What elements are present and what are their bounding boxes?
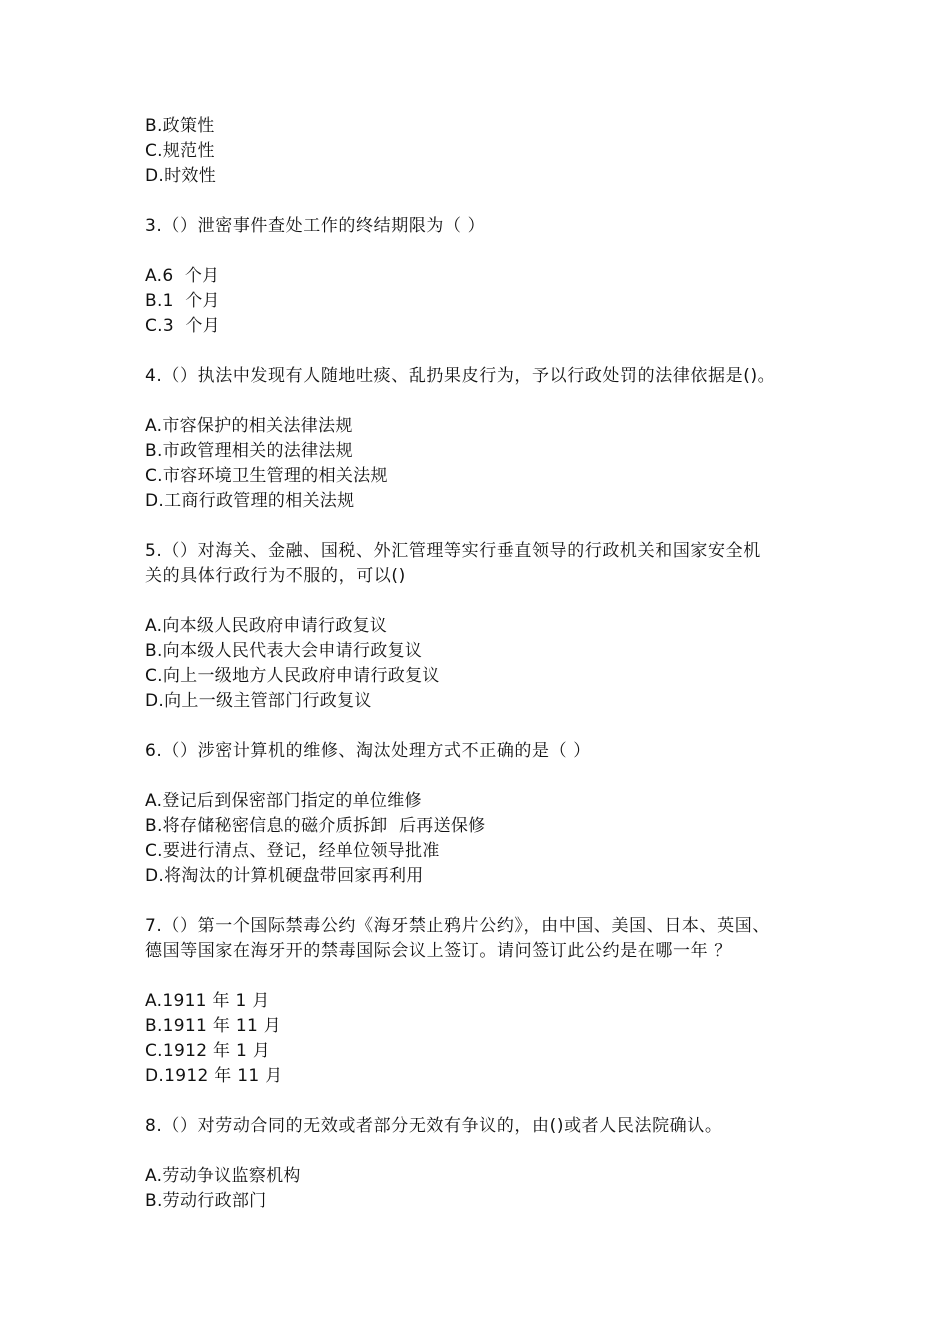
option-c: C.3 个月 — [145, 316, 220, 336]
question-stem: 8.（）对劳动合同的无效或者部分无效有争议的，由()或者人民法院确认。 — [145, 1116, 723, 1136]
question-4 — [145, 364, 825, 514]
option-c: C.1912 年 1 月 — [145, 1041, 271, 1061]
option-d: D.工商行政管理的相关法规 — [145, 491, 355, 511]
exam-page — [145, 114, 825, 1214]
question-6 — [145, 739, 825, 889]
option-b: B.将存储秘密信息的磁介质拆卸 后再送保修 — [145, 816, 486, 836]
question-7 — [145, 914, 825, 1089]
question-stem: 6.（）涉密计算机的维修、淘汰处理方式不正确的是（ ） — [145, 741, 591, 761]
option-b: B.市政管理相关的法律法规 — [145, 441, 353, 461]
option-d: D.向上一级主管部门行政复议 — [145, 691, 372, 711]
question-5 — [145, 539, 825, 714]
option-b: B.向本级人民代表大会申请行政复议 — [145, 641, 423, 661]
option-b: B.1 个月 — [145, 291, 220, 311]
option-d: D.1912 年 11 月 — [145, 1066, 283, 1086]
option-a: A.市容保护的相关法律法规 — [145, 416, 353, 436]
option-a: A.向本级人民政府申请行政复议 — [145, 616, 388, 636]
question-stem-line-1: 5.（）对海关、金融、国税、外汇管理等实行垂直领导的行政机关和国家安全机 — [145, 541, 761, 561]
option-b: B.1911 年 11 月 — [145, 1016, 282, 1036]
option-a: A.登记后到保密部门指定的单位维修 — [145, 791, 422, 811]
question-stem: 4.（）执法中发现有人随地吐痰、乱扔果皮行为，予以行政处罚的法律依据是()。 — [145, 366, 776, 386]
question-stem-line-2: 德国等国家在海牙开的禁毒国际会议上签订。请问签订此公约是在哪一年 ？ — [145, 941, 732, 961]
question-stem-line-2: 关的具体行政行为不服的，可以() — [145, 566, 406, 586]
option-b: B.劳动行政部门 — [145, 1191, 267, 1211]
option-a: A.劳动争议监察机构 — [145, 1166, 301, 1186]
option-c: C.向上一级地方人民政府申请行政复议 — [145, 666, 440, 686]
question-3 — [145, 214, 825, 339]
option-c: C.要进行清点、登记，经单位领导批准 — [145, 841, 440, 861]
leading-options — [145, 114, 825, 189]
option-b: B.政策性 — [145, 116, 215, 136]
option-d: D.时效性 — [145, 166, 216, 186]
option-a: A.6 个月 — [145, 266, 220, 286]
option-a: A.1911 年 1 月 — [145, 991, 270, 1011]
question-stem: 3.（）泄密事件查处工作的终结期限为（ ） — [145, 216, 486, 236]
question-8 — [145, 1114, 825, 1214]
option-c: C.市容环境卫生管理的相关法规 — [145, 466, 388, 486]
option-c: C.规范性 — [145, 141, 215, 161]
option-d: D.将淘汰的计算机硬盘带回家再利用 — [145, 866, 424, 886]
question-stem-line-1: 7.（）第一个国际禁毒公约《海牙禁止鸦片公约》，由中国、美国、日本、英国、 — [145, 916, 770, 936]
